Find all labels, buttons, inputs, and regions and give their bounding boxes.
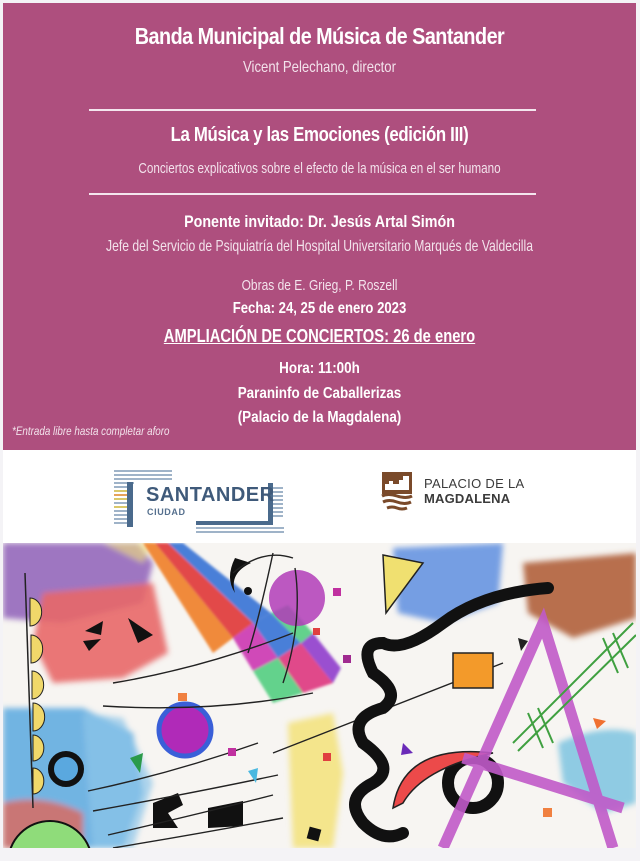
divider-bottom [89,193,536,195]
santander-ciudad-logo [108,465,298,535]
poster-info-panel [3,3,636,450]
speaker-role: Jefe del Servicio de Psiquiatría del Hospital Universitario Marqués de Valdecilla [106,238,533,255]
abstract-music-artwork [3,543,636,848]
ciudad-wordmark: CIUDAD [147,507,186,517]
concert-extension: AMPLIACIÓN DE CONCIERTOS: 26 de enero [163,326,476,346]
sponsor-logos-strip [3,450,636,543]
band-title: Banda Municipal de Música de Santander [134,23,505,49]
concert-date: Fecha: 24, 25 de enero 2023 [232,300,407,317]
divider-top [89,109,536,111]
kandinsky-painting-image [3,543,636,848]
series-title: La Música y las Emociones (edición III) [170,124,469,146]
series-subtitle: Conciertos explicativos sobre el efecto de la música en el ser humano [138,160,501,177]
guest-speaker: Ponente invitado: Dr. Jesús Artal Simón [184,212,455,231]
palacio-line1: PALACIO DE LA [424,476,525,491]
palace-shield-icon [378,468,418,516]
director-name: Vicent Pelechano, director [243,59,396,76]
santander-wordmark: SANTANDER [146,484,275,506]
palacio-magdalena-logo [378,468,548,518]
venue-name: Paraninfo de Caballerizas [237,385,402,402]
works-performed: Obras de E. Grieg, P. Roszell [241,277,398,294]
free-entry-note: *Entrada libre hasta completar aforo [12,424,170,438]
palacio-line2: MAGDALENA [424,491,511,506]
concert-hour: Hora: 11:00h [279,360,360,377]
venue-detail: (Palacio de la Magdalena) [237,409,402,426]
